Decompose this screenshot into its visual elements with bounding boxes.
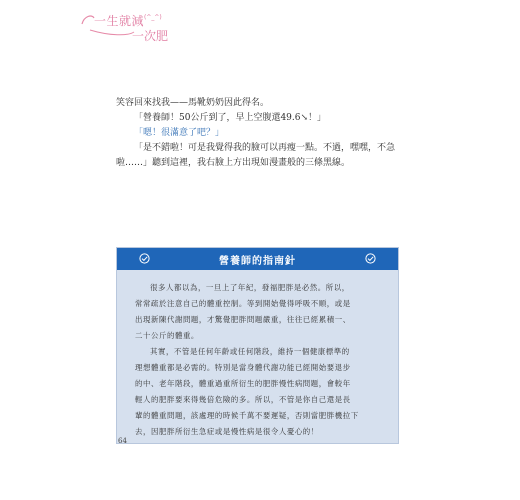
body-line: 「是不錯啦！可是我覺得我的臉可以再瘦一點。不過，嘿嘿，不急 (134, 143, 396, 153)
body-line: 啦……」聽到這裡，我右臉上方出現如漫畫般的三條黑線。 (116, 158, 351, 168)
guide-line: 輕人的肥胖要來得幾倍危險的多。所以，不管是你自己還是長 (135, 395, 351, 404)
guide-line: 很多人都以為，一旦上了年紀，發福肥胖是必然。所以， (150, 283, 350, 292)
guide-line: 理想體重都是必需的。特別是當身體代謝功能已經開始要退步 (135, 363, 351, 372)
guide-line: 常常疏於注意自己的體重控制。等到開始覺得呼吸不順，或是 (135, 299, 351, 308)
logo-face: (^_^) (144, 14, 162, 21)
guide-line: 其實，不管是任何年齡或任何階段，維持一個健康標準的 (150, 347, 350, 356)
guide-header (117, 248, 398, 270)
nutritionist-guide-box (116, 247, 399, 444)
guide-line: 去，因肥胖所衍生急症或是慢性病是很令人憂心的！ (135, 427, 319, 436)
body-paragraphs (116, 96, 406, 171)
check-circle-icon (365, 253, 376, 264)
guide-line: 二十公斤的體重。 (135, 331, 199, 340)
guide-line: 輩的體重問題，該處理的時候千萬不要遲疑，否則當肥胖機拉下 (135, 411, 359, 420)
guide-title: 營養師的指南針 (219, 256, 296, 267)
book-logo (80, 10, 170, 42)
body-line-highlight: 「嗯！很滿意了吧？」 (134, 128, 225, 138)
body-line: 笑容回來找我——馬靴奶奶因此得名。 (116, 98, 270, 108)
logo-title-line1: 一生就減 (94, 14, 145, 28)
guide-body (135, 280, 385, 440)
body-line: 「營養師！50公斤到了，早上空腹還49.6↘！」 (134, 113, 327, 123)
page-number: 64 (118, 437, 127, 445)
logo-title-line2: 一次肥 (132, 29, 169, 43)
guide-line: 出現新陳代謝問題，才驚覺肥胖問題嚴重，往往已經累積一、 (135, 315, 351, 324)
guide-line: 的中、老年階段，體重過重所衍生的肥胖慢性病問題，會較年 (135, 379, 351, 388)
